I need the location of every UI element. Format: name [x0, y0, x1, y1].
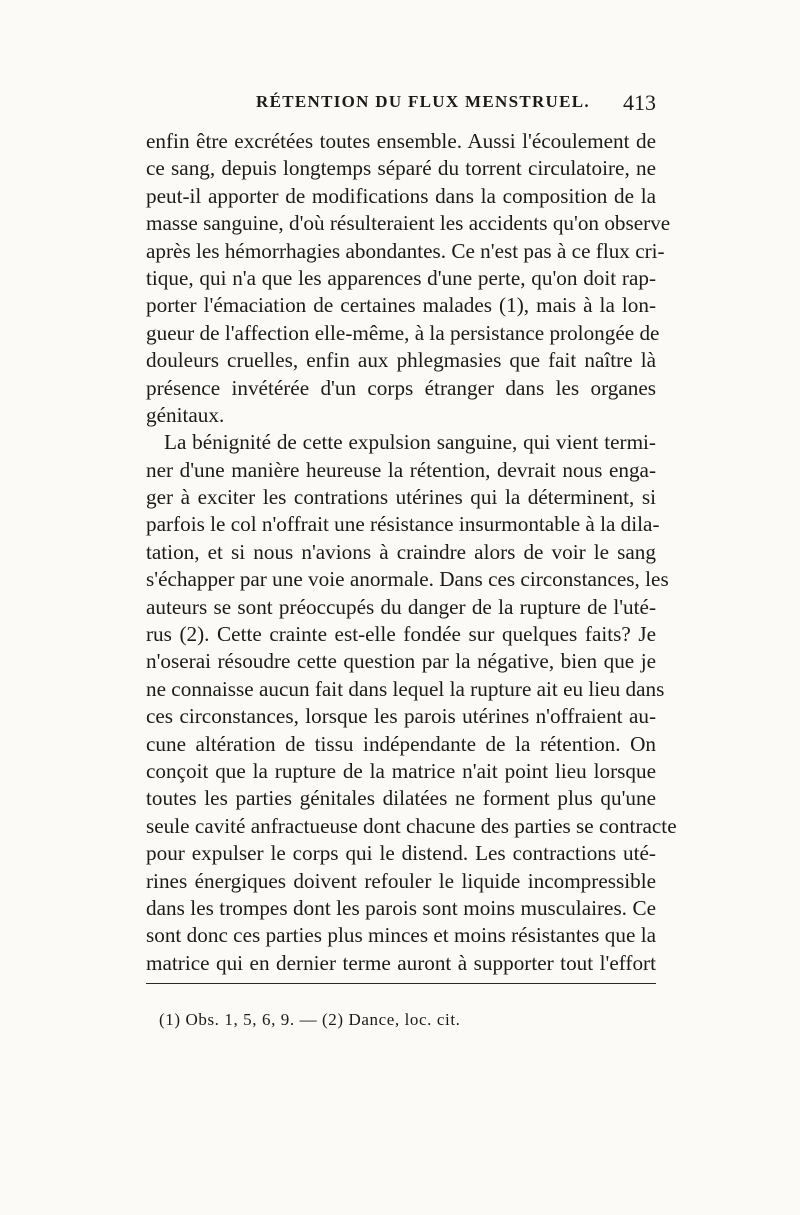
- text-line: matrice qui en dernier terme auront à supporter tout l'effort: [146, 950, 656, 975]
- text-line: conçoit que la rupture de la matrice n'ait point lieu lorsque: [146, 758, 656, 783]
- text-line: seule cavité anfractueuse dont chacune des parties se contracte: [146, 813, 677, 838]
- footnote: (1) Obs. 1, 5, 6, 9. — (2) Dance, loc. cit.: [159, 1010, 461, 1029]
- running-head: [146, 92, 656, 120]
- footnote-rule: [146, 983, 656, 984]
- text-line: auteurs se sont préoccupés du danger de la rupture de l'uté-: [146, 594, 656, 619]
- text-line: n'oserai résoudre cette question par la négative, bien que je: [146, 649, 656, 674]
- text-line: ne connaisse aucun fait dans lequel la rupture ait eu lieu dans: [146, 676, 665, 701]
- text-line: peut-il apporter de modifications dans la composition de la: [146, 183, 656, 208]
- text-line: cune altération de tissu indépendante de la rétention. On: [146, 731, 656, 756]
- text-line: toutes les parties génitales dilatées ne forment plus qu'une: [146, 786, 656, 811]
- text-line: après les hémorrhagies abondantes. Ce n'est pas à ce flux cri-: [146, 238, 665, 263]
- text-line: dans les trompes dont les parois sont moins musculaires. Ce: [146, 895, 656, 920]
- text-line: porter l'émaciation de certaines malades (1), mais à la lon-: [146, 293, 656, 318]
- text-line: tation, et si nous n'avions à craindre alors de voir le sang: [146, 539, 656, 564]
- text-line: génitaux.: [146, 402, 225, 427]
- text-line: ger à exciter les contrations utérines qui la déterminent, si: [146, 485, 656, 510]
- text-line: gueur de l'affection elle-même, à la persistance prolongée de: [146, 320, 660, 345]
- text-line: sont donc ces parties plus minces et moins résistantes que la: [146, 923, 656, 948]
- paragraph-2: [146, 429, 677, 977]
- text-line: masse sanguine, d'où résulteraient les accidents qu'on observe: [146, 211, 671, 236]
- paragraph-1: [146, 128, 671, 429]
- text-line: présence invétérée d'un corps étranger dans les organes: [146, 375, 656, 400]
- text-line: douleurs cruelles, enfin aux phlegmasies que fait naître là: [146, 348, 656, 373]
- text-line: rus (2). Cette crainte est-elle fondée sur quelques faits? Je: [146, 622, 656, 647]
- text-line: ner d'une manière heureuse la rétention, devrait nous enga-: [146, 457, 656, 482]
- text-line: s'échapper par une voie anormale. Dans ces circonstances, les: [146, 567, 669, 592]
- running-title: RÉTENTION DU FLUX MENSTRUEL.: [256, 92, 590, 111]
- text-line: parfois le col n'offrait une résistance insurmontable à la dila-: [146, 512, 660, 537]
- text-line: ces circonstances, lorsque les parois utérines n'offraient au-: [146, 704, 656, 729]
- body-text: [146, 128, 677, 977]
- text-line: enfin être excrétées toutes ensemble. Aussi l'écoulement de: [146, 129, 656, 153]
- text-line: pour expulser le corps qui le distend. Les contractions uté-: [146, 841, 656, 866]
- text-line: rines énergiques doivent refouler le liquide incompressible: [146, 868, 656, 893]
- text-line: La bénignité de cette expulsion sanguine, qui vient termi-: [164, 430, 656, 455]
- page-number: 413: [623, 90, 656, 115]
- text-line: tique, qui n'a que les apparences d'une perte, qu'on doit rap-: [146, 265, 656, 290]
- text-line: ce sang, depuis longtemps séparé du torrent circulatoire, ne: [146, 156, 656, 181]
